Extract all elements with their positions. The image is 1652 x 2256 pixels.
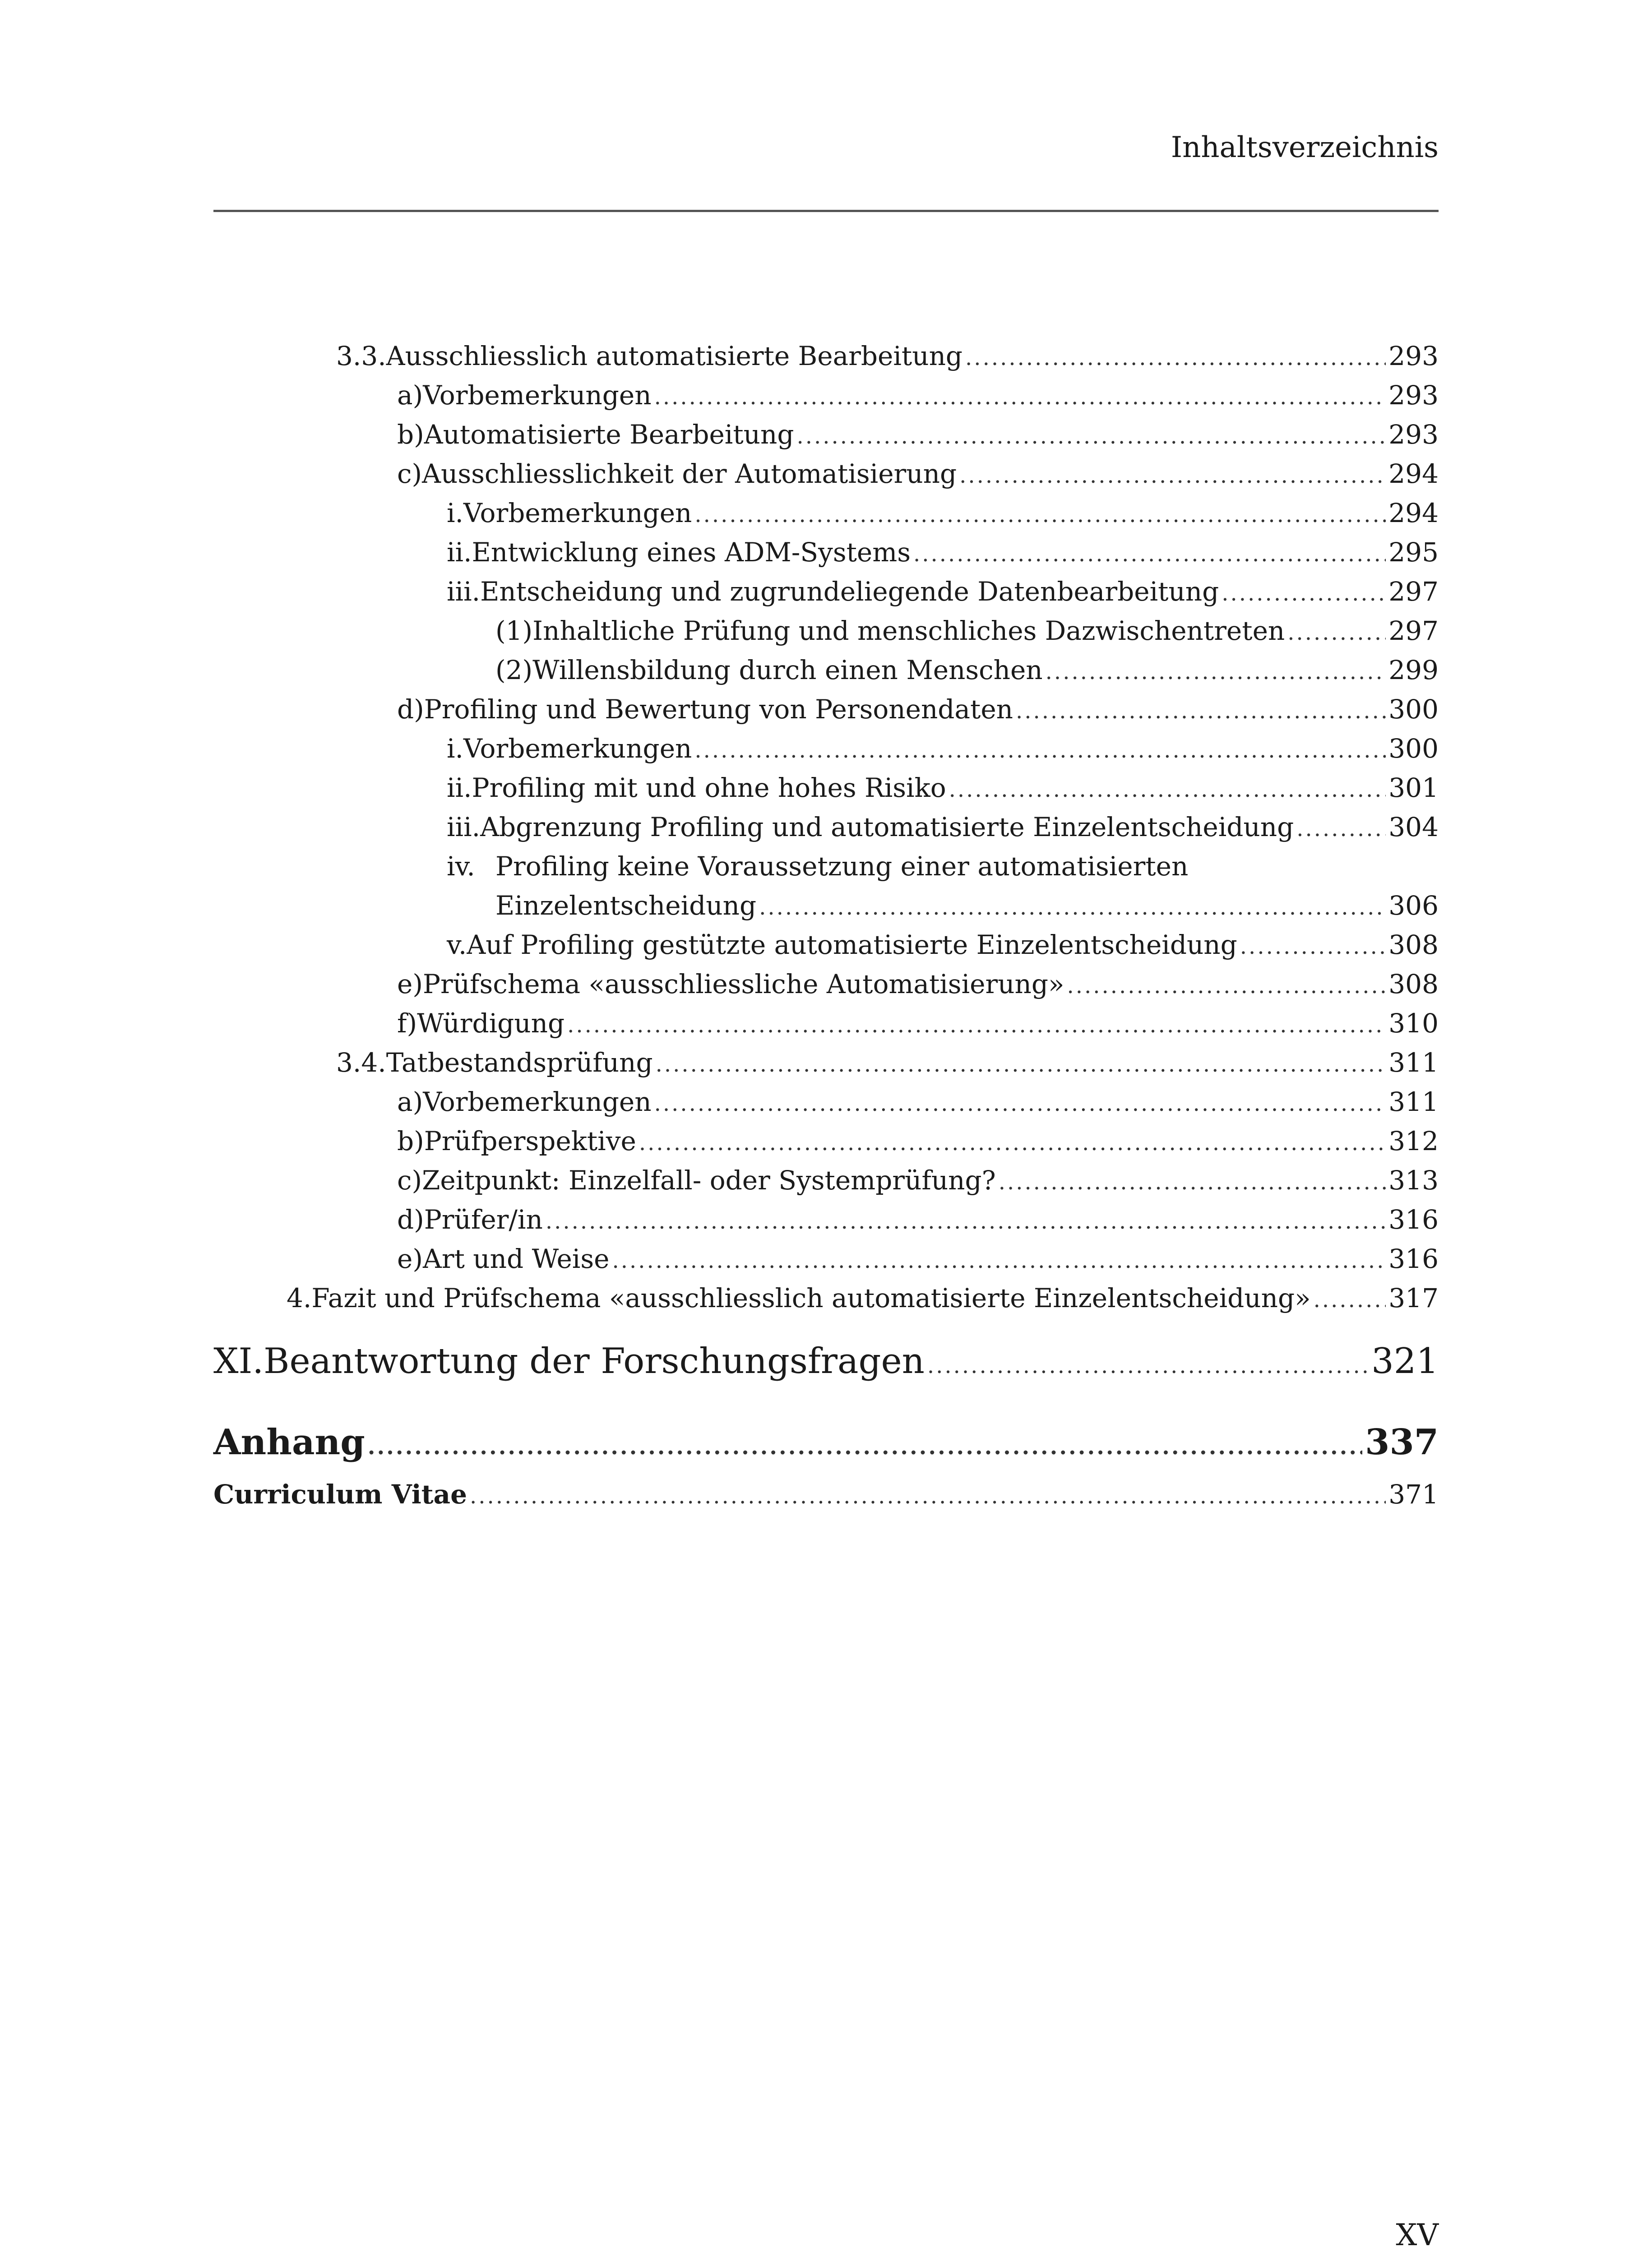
toc-entry-page: 300 (1388, 733, 1439, 764)
toc-entry-number: i. (447, 733, 463, 764)
toc-entry-number: b) (397, 1126, 424, 1156)
toc-entry-title: Profiling und Bewertung von Personendaten (424, 694, 1013, 725)
toc-entry-title: Inhaltliche Prüfung und menschliches Dazwischentreten (532, 615, 1285, 646)
toc-entry-title: Profiling keine Voraussetzung einer automatisierten (495, 851, 1189, 882)
toc-entry-title: Profiling mit und ohne hohes Risiko (472, 772, 946, 803)
toc-entry[interactable] (397, 1008, 1439, 1039)
toc-entry-page: 294 (1388, 498, 1439, 528)
running-head-title: Inhaltsverzeichnis (1171, 131, 1439, 164)
toc-entry-title: Automatisierte Bearbeitung (424, 419, 794, 450)
toc-entry-number: i. (447, 498, 463, 528)
toc-entry-number: XI. (213, 1341, 264, 1382)
toc-entry-title: Würdigung (417, 1008, 565, 1039)
toc-leader-dots (654, 1093, 1386, 1114)
toc-entry-page: 337 (1365, 1422, 1439, 1463)
toc-entry-number: (1) (495, 615, 533, 646)
toc-leader-dots (612, 1250, 1386, 1271)
toc-entry-page: 293 (1388, 419, 1439, 450)
toc-entry-number: d) (397, 694, 424, 725)
toc-entry-page: 299 (1388, 655, 1439, 685)
toc-leader-dots (1314, 1289, 1386, 1311)
toc-entry-title: Curriculum Vitae (213, 1479, 467, 1510)
toc-entry-number: ii. (447, 537, 472, 568)
toc-entry-title: Vorbemerkungen (423, 1086, 652, 1117)
toc-entry-page: 300 (1388, 694, 1439, 725)
toc-entry-title: Vorbemerkungen (423, 380, 652, 411)
toc-entry-number: ii. (447, 772, 472, 803)
toc-entry-number: c) (397, 458, 422, 489)
toc-entry-page: 301 (1388, 772, 1439, 803)
header-rule (213, 210, 1439, 212)
toc-entry-page: 310 (1388, 1008, 1439, 1039)
toc-leader-dots (927, 1355, 1369, 1377)
toc-leader-dots (949, 779, 1386, 800)
toc-entry-title: Prüfschema «ausschliessliche Automatisierung» (422, 969, 1064, 999)
toc-entry-title: Fazit und Prüfschema «ausschliesslich automatisierte Einzelentscheidung» (311, 1283, 1311, 1313)
toc-leader-dots (694, 740, 1386, 761)
toc-leader-dots (567, 1014, 1386, 1036)
toc-entry-page: 297 (1388, 576, 1439, 607)
toc-entry-number: f) (397, 1008, 417, 1039)
toc-entry[interactable] (447, 537, 1439, 568)
toc-entry-page: 321 (1371, 1341, 1439, 1382)
toc-entry[interactable] (336, 343, 1439, 369)
toc-leader-dots (759, 897, 1386, 918)
toc-entry-title: Zeitpunkt: Einzelfall- oder Systemprüfung? (422, 1165, 996, 1196)
toc-entry-number: iv. (447, 851, 475, 882)
toc-entry[interactable] (397, 1246, 1439, 1272)
toc-entry-title: Entscheidung und zugrundeliegende Datenbearbeitung (480, 576, 1219, 607)
toc-cv-entry[interactable] (213, 1479, 1439, 1510)
toc-entry[interactable] (397, 380, 1439, 411)
toc-leader-dots (639, 1132, 1386, 1154)
toc-entry[interactable] (336, 1049, 1439, 1076)
toc-chapter-entry[interactable] (213, 1341, 1439, 1382)
toc-leader-dots (999, 1171, 1386, 1193)
toc-entry-title: Vorbemerkungen (463, 733, 692, 764)
toc-entry-number: 4. (287, 1283, 312, 1313)
toc-entry[interactable] (447, 500, 1439, 526)
toc-entry-page: 306 (1388, 890, 1439, 921)
toc-entry-title: Vorbemerkungen (463, 498, 692, 528)
toc-entry[interactable] (447, 929, 1439, 960)
toc-entry-number: e) (397, 1244, 423, 1274)
toc-entry[interactable] (397, 971, 1439, 997)
toc-entry-title: Beantwortung der Forschungsfragen (264, 1341, 925, 1382)
toc-leader-dots (694, 504, 1386, 526)
toc-entry-title: Ausschliesslichkeit der Automatisierung (422, 458, 957, 489)
toc-entry-page: 293 (1388, 380, 1439, 411)
toc-entry-number: b) (397, 419, 424, 450)
toc-entry[interactable] (447, 851, 1439, 882)
toc-entry-number: 3.4. (336, 1047, 386, 1078)
toc-entry-page: 295 (1388, 537, 1439, 568)
toc-entry[interactable] (397, 1165, 1439, 1196)
toc-entry-page: 316 (1388, 1244, 1439, 1274)
toc-entry-page: 297 (1388, 615, 1439, 646)
toc-leader-dots (1240, 936, 1386, 957)
toc-entry-number: d) (397, 1204, 424, 1235)
toc-entry-page: 293 (1388, 341, 1439, 371)
toc-leader-dots (1222, 582, 1386, 604)
toc-entry-number: (2) (495, 655, 533, 685)
toc-entry[interactable] (495, 657, 1439, 683)
toc-entry-number: a) (397, 380, 423, 411)
toc-leader-dots (1046, 661, 1386, 683)
toc-leader-dots (913, 543, 1386, 565)
toc-entry[interactable] (397, 1086, 1439, 1117)
toc-entry-page: 312 (1388, 1126, 1439, 1156)
toc-entry[interactable] (495, 615, 1439, 646)
toc-entry-page: 313 (1388, 1165, 1439, 1196)
toc-leader-dots (654, 386, 1386, 408)
toc-entry[interactable] (397, 694, 1439, 725)
toc-entry-title: Einzelentscheidung (495, 890, 757, 921)
toc-leader-dots (470, 1485, 1386, 1507)
toc-entry[interactable] (287, 1285, 1439, 1311)
toc-entry-number: c) (397, 1165, 422, 1196)
toc-entry[interactable] (447, 735, 1439, 762)
toc-entry-title: Anhang (213, 1422, 365, 1463)
toc-entry-number: 3.3. (336, 341, 386, 371)
toc-entry-page: 371 (1388, 1479, 1439, 1510)
toc-entry-title: Abgrenzung Profiling und automatisierte Einzelentscheidung (480, 812, 1294, 842)
toc-leader-dots (1296, 818, 1386, 840)
toc-entry-title: Prüfperspektive (424, 1126, 636, 1156)
toc-entry[interactable] (447, 772, 1439, 803)
toc-entry-page: 316 (1388, 1204, 1439, 1235)
toc-leader-dots (1016, 700, 1386, 722)
toc-entry-title: Tatbestandsprüfung (386, 1047, 653, 1078)
toc-entry-number: e) (397, 969, 423, 999)
toc-entry-title: Ausschliesslich automatisierte Bearbeitung (386, 341, 963, 371)
toc-entry-number: iii. (447, 812, 481, 842)
toc-entry[interactable] (397, 458, 1439, 489)
toc-leader-dots (965, 347, 1386, 369)
toc-entry-page: 308 (1388, 929, 1439, 960)
toc-leader-dots (656, 1054, 1386, 1075)
toc-entry-number: a) (397, 1086, 423, 1117)
page-number: XV (1396, 2218, 1439, 2252)
toc-entry-title: Prüfer/in (424, 1204, 543, 1235)
toc-entry[interactable] (397, 1128, 1439, 1154)
toc-entry-page: 311 (1388, 1047, 1439, 1078)
toc-leader-dots (368, 1436, 1362, 1458)
toc-entry-page: 304 (1388, 812, 1439, 842)
toc-entry[interactable] (447, 578, 1439, 605)
toc-entry-number: iii. (447, 576, 481, 607)
toc-leader-dots (546, 1211, 1386, 1232)
toc-entry-title: Art und Weise (422, 1244, 610, 1274)
toc-leader-dots (959, 465, 1386, 486)
toc-entry-title: Entwicklung eines ADM-Systems (472, 537, 911, 568)
toc-entry-number: v. (447, 929, 467, 960)
toc-entry-page: 317 (1388, 1283, 1439, 1313)
toc-leader-dots (1287, 622, 1386, 643)
toc-entry[interactable] (397, 1204, 1439, 1235)
toc-leader-dots (1067, 975, 1386, 997)
toc-entry-page: 311 (1388, 1086, 1439, 1117)
toc-entry-page: 294 (1388, 458, 1439, 489)
toc-entry-title: Auf Profiling gestützte automatisierte Einzelentscheidung (467, 929, 1237, 960)
toc-appendix-entry[interactable] (213, 1422, 1439, 1463)
toc-entry[interactable] (447, 814, 1439, 840)
toc-entry[interactable] (397, 421, 1439, 448)
toc-entry-title: Willensbildung durch einen Menschen (532, 655, 1043, 685)
toc-entry[interactable] (495, 892, 1439, 919)
toc-entry-page: 308 (1388, 969, 1439, 999)
toc-leader-dots (797, 425, 1386, 447)
